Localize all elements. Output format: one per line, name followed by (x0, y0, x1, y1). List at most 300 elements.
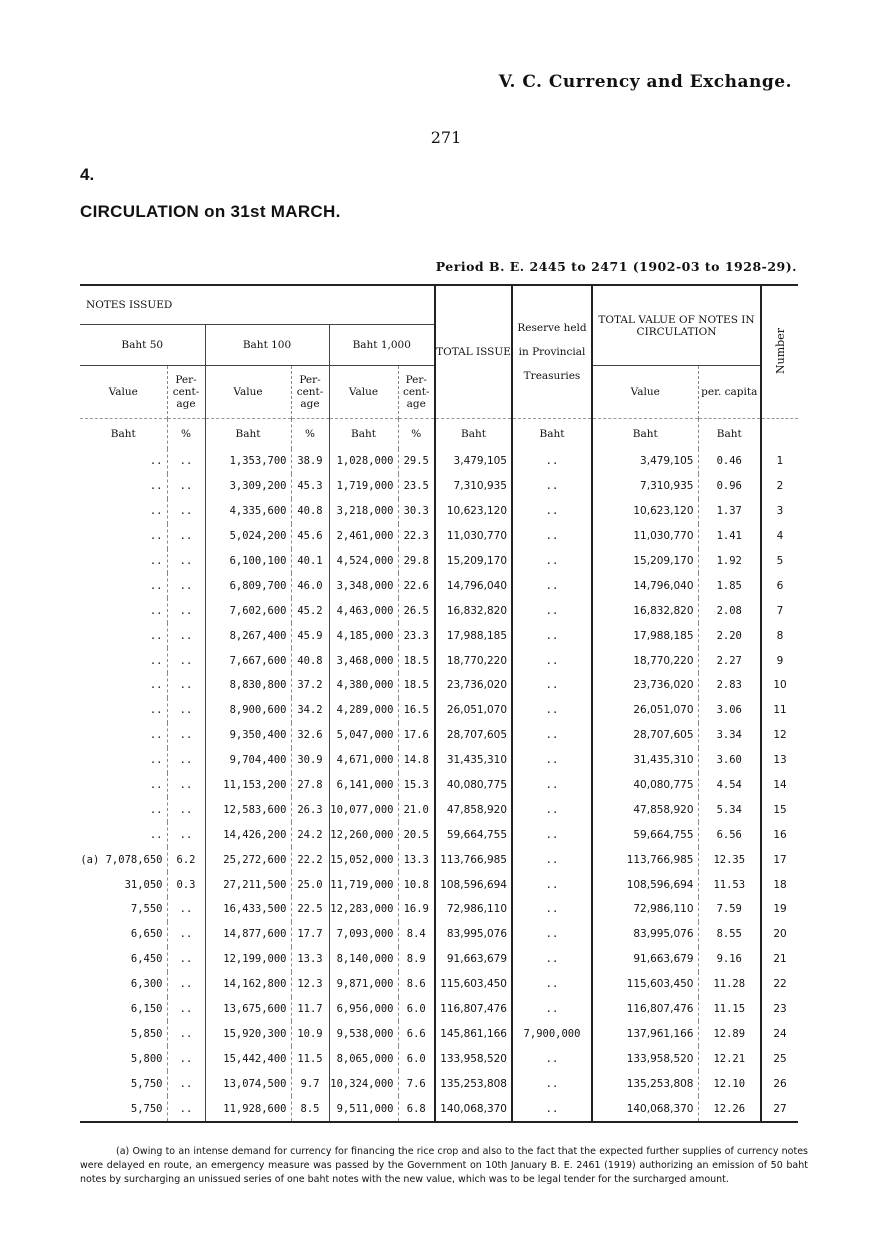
cell-b100v: 12,583,600 (205, 797, 291, 822)
per-capita-header: per. capita (698, 366, 761, 419)
cell-total: 14,796,040 (435, 573, 512, 598)
cell-total: 145,861,166 (435, 1021, 512, 1046)
cell-tvv: 23,736,020 (592, 673, 698, 698)
cell-pc: 1.37 (698, 499, 761, 524)
cell-b50p: .. (167, 673, 205, 698)
cell-total: 59,664,755 (435, 822, 512, 847)
table-row (80, 922, 798, 947)
number-header (761, 285, 798, 419)
cell-pc: 8.55 (698, 922, 761, 947)
cell-n: 13 (773, 754, 787, 767)
cell-total: 83,995,076 (435, 922, 512, 947)
cell-pc: 0.46 (698, 449, 761, 474)
cell-b100v: 13,675,600 (205, 997, 291, 1022)
cell-n: 12 (773, 729, 787, 742)
cell-b50v: 31,050 (80, 872, 167, 897)
cell-pc: 3.60 (698, 748, 761, 773)
cell-reserve: .. (512, 748, 592, 773)
cell-b1000v: 15,052,000 (329, 847, 398, 872)
cell-b1000v: 8,140,000 (329, 947, 398, 972)
unit-baht: Baht (329, 419, 398, 450)
cell-b100p: 40.8 (291, 499, 329, 524)
cell-b50p: .. (167, 598, 205, 623)
table-row (80, 897, 798, 922)
cell-b100p: 27.8 (291, 773, 329, 798)
cell-b100v: 4,335,600 (205, 499, 291, 524)
cell-total: 18,770,220 (435, 648, 512, 673)
cell-b100p: 24.2 (291, 822, 329, 847)
cell-b1000p: 17.6 (398, 723, 435, 748)
table-title: CIRCULATION on 31st MARCH. (80, 202, 341, 221)
cell-reserve: .. (512, 997, 592, 1022)
cell-pc: 2.08 (698, 598, 761, 623)
cell-n: 18 (773, 878, 787, 891)
table-row (80, 573, 798, 598)
cell-n: 14 (773, 779, 787, 792)
cell-reserve: .. (512, 573, 592, 598)
cell-n: 23 (773, 1003, 787, 1016)
cell-b50v: .. (80, 499, 167, 524)
cell-b50v: (a) 7,078,650 (80, 847, 167, 872)
cell-b50p: .. (167, 524, 205, 549)
b100-value-header: Value (205, 366, 291, 419)
cell-reserve: .. (512, 598, 592, 623)
footnote-text: (a) Owing to an intense demand for currency for financing the rice crop and also to the fact that the expected further supplies of currency notes were delayed en route, an emergency measure was passed by the Government on 10th January B. E. 2461 (1919) authorizing an emission of 50 baht notes by surcharging an unissued series of one baht notes with the new value, which was to be legal tender for the surcharged amount. (80, 1146, 808, 1185)
table-row (80, 474, 798, 499)
cell-reserve: .. (512, 797, 592, 822)
cell-b100v: 14,162,800 (205, 972, 291, 997)
cell-b100p: 13.3 (291, 947, 329, 972)
cell-b1000p: 6.0 (398, 997, 435, 1022)
cell-b50v: 5,750 (80, 1071, 167, 1096)
total-value-header: TOTAL VALUE OF NOTES IN CIRCULATION (592, 285, 761, 366)
cell-b1000v: 10,077,000 (329, 797, 398, 822)
cell-b100v: 13,074,500 (205, 1071, 291, 1096)
cell-b50v: .. (80, 573, 167, 598)
cell-b50v: .. (80, 449, 167, 474)
cell-n: 9 (776, 654, 784, 667)
cell-b100v: 15,442,400 (205, 1046, 291, 1071)
cell-reserve: .. (512, 723, 592, 748)
unit-pct: % (167, 419, 205, 450)
cell-b50v: 6,450 (80, 947, 167, 972)
cell-b1000p: 15.3 (398, 773, 435, 798)
cell-b50v: 5,850 (80, 1021, 167, 1046)
cell-total: 47,858,920 (435, 797, 512, 822)
table-row (80, 773, 798, 798)
cell-pc: 3.34 (698, 723, 761, 748)
b50-pct-header: Per-cent-age (167, 366, 205, 419)
cell-tvv: 47,858,920 (592, 797, 698, 822)
cell-n: 20 (773, 928, 787, 941)
cell-b50p: .. (167, 1046, 205, 1071)
cell-pc: 12.89 (698, 1021, 761, 1046)
cell-b100v: 3,309,200 (205, 474, 291, 499)
table-row (80, 972, 798, 997)
b1000-value-header: Value (329, 366, 398, 419)
cell-total: 28,707,605 (435, 723, 512, 748)
cell-tvv: 28,707,605 (592, 723, 698, 748)
cell-b100v: 5,024,200 (205, 524, 291, 549)
cell-total: 23,736,020 (435, 673, 512, 698)
cell-tvv: 140,068,370 (592, 1096, 698, 1122)
cell-pc: 12.21 (698, 1046, 761, 1071)
cell-n: 3 (776, 505, 784, 518)
cell-b50p: .. (167, 947, 205, 972)
cell-pc: 2.83 (698, 673, 761, 698)
cell-b1000v: 4,380,000 (329, 673, 398, 698)
cell-pc: 7.59 (698, 897, 761, 922)
cell-b1000v: 12,260,000 (329, 822, 398, 847)
cell-pc: 12.10 (698, 1071, 761, 1096)
cell-b50p: .. (167, 474, 205, 499)
cell-b1000v: 6,141,000 (329, 773, 398, 798)
cell-n: 6 (776, 579, 784, 592)
cell-b1000v: 1,719,000 (329, 474, 398, 499)
table-row (80, 997, 798, 1022)
table-row (80, 797, 798, 822)
cell-n: 10 (773, 679, 787, 692)
unit-baht: Baht (698, 419, 761, 450)
cell-n: 26 (773, 1077, 787, 1090)
cell-b1000v: 4,289,000 (329, 698, 398, 723)
cell-b50p: 0.3 (167, 872, 205, 897)
cell-total: 135,253,808 (435, 1071, 512, 1096)
cell-b100p: 45.9 (291, 623, 329, 648)
period-caption: Period B. E. 2445 to 2471 (1902-03 to 1928-29). (435, 259, 797, 274)
cell-reserve: .. (512, 1046, 592, 1071)
cell-b100v: 9,704,400 (205, 748, 291, 773)
b100-pct-header: Per-cent-age (291, 366, 329, 419)
cell-b1000v: 3,348,000 (329, 573, 398, 598)
cell-tvv: 11,030,770 (592, 524, 698, 549)
cell-b100p: 45.6 (291, 524, 329, 549)
cell-b1000p: 14.8 (398, 748, 435, 773)
cell-n: 16 (773, 828, 787, 841)
baht1000-header: Baht 1,000 (329, 325, 435, 366)
cell-n: 19 (773, 903, 787, 916)
cell-reserve: .. (512, 872, 592, 897)
table-row (80, 748, 798, 773)
cell-b1000v: 4,185,000 (329, 623, 398, 648)
cell-b1000p: 18.5 (398, 673, 435, 698)
cell-b100p: 45.3 (291, 474, 329, 499)
cell-n: 2 (776, 480, 784, 493)
cell-b1000v: 12,283,000 (329, 897, 398, 922)
cell-b1000p: 29.8 (398, 549, 435, 574)
cell-b1000p: 23.5 (398, 474, 435, 499)
cell-tvv: 83,995,076 (592, 922, 698, 947)
cell-b100p: 17.7 (291, 922, 329, 947)
table-row (80, 847, 798, 872)
cell-b1000v: 3,468,000 (329, 648, 398, 673)
table-row (80, 648, 798, 673)
cell-n: 17 (773, 853, 787, 866)
cell-reserve: .. (512, 648, 592, 673)
cell-total: 31,435,310 (435, 748, 512, 773)
cell-b1000p: 20.5 (398, 822, 435, 847)
cell-b1000p: 8.6 (398, 972, 435, 997)
table-row (80, 872, 798, 897)
cell-tvv: 7,310,935 (592, 474, 698, 499)
cell-b100p: 45.2 (291, 598, 329, 623)
cell-n: 25 (773, 1052, 787, 1065)
cell-b1000p: 29.5 (398, 449, 435, 474)
baht50-header: Baht 50 (80, 325, 205, 366)
cell-pc: 1.85 (698, 573, 761, 598)
cell-tvv: 137,961,166 (592, 1021, 698, 1046)
cell-reserve: .. (512, 947, 592, 972)
cell-b1000v: 8,065,000 (329, 1046, 398, 1071)
cell-b50v: 6,300 (80, 972, 167, 997)
cell-total: 17,988,185 (435, 623, 512, 648)
footnote (80, 1145, 808, 1187)
cell-b100p: 46.0 (291, 573, 329, 598)
cell-b1000v: 2,461,000 (329, 524, 398, 549)
cell-total: 108,596,694 (435, 872, 512, 897)
cell-pc: 0.96 (698, 474, 761, 499)
cell-b50p: .. (167, 773, 205, 798)
cell-reserve: .. (512, 847, 592, 872)
cell-n: 5 (776, 555, 784, 567)
cell-b50v: .. (80, 797, 167, 822)
tv-value-header: Value (592, 366, 698, 419)
cell-b1000p: 23.3 (398, 623, 435, 648)
cell-b1000v: 9,511,000 (329, 1096, 398, 1122)
cell-b1000p: 6.8 (398, 1096, 435, 1122)
cell-b50p: .. (167, 922, 205, 947)
cell-b1000v: 11,719,000 (329, 872, 398, 897)
cell-total: 11,030,770 (435, 524, 512, 549)
cell-b100v: 8,830,800 (205, 673, 291, 698)
cell-reserve: .. (512, 623, 592, 648)
cell-b1000p: 21.0 (398, 797, 435, 822)
cell-tvv: 59,664,755 (592, 822, 698, 847)
page-number: 271 (430, 128, 462, 147)
cell-pc: 12.35 (698, 847, 761, 872)
cell-tvv: 17,988,185 (592, 623, 698, 648)
cell-reserve: .. (512, 897, 592, 922)
cell-b1000p: 7.6 (398, 1071, 435, 1096)
cell-b1000v: 7,093,000 (329, 922, 398, 947)
cell-b100p: 25.0 (291, 872, 329, 897)
table-row (80, 1096, 798, 1122)
cell-n: 15 (773, 803, 787, 816)
cell-b1000v: 3,218,000 (329, 499, 398, 524)
cell-b50p: .. (167, 499, 205, 524)
cell-b100p: 40.8 (291, 648, 329, 673)
cell-b100p: 30.9 (291, 748, 329, 773)
cell-b50p: .. (167, 997, 205, 1022)
total-issue-header: TOTAL ISSUE (435, 285, 512, 419)
cell-b50v: .. (80, 748, 167, 773)
cell-b50v: .. (80, 698, 167, 723)
cell-total: 16,832,820 (435, 598, 512, 623)
cell-reserve: .. (512, 773, 592, 798)
cell-reserve: .. (512, 922, 592, 947)
table-row (80, 499, 798, 524)
cell-b50v: 7,550 (80, 897, 167, 922)
table-row (80, 449, 798, 474)
cell-b50v: .. (80, 822, 167, 847)
cell-pc: 1.41 (698, 524, 761, 549)
cell-b50p: .. (167, 549, 205, 574)
cell-pc: 4.54 (698, 773, 761, 798)
cell-b50v: .. (80, 723, 167, 748)
cell-total: 133,958,520 (435, 1046, 512, 1071)
cell-b100p: 11.5 (291, 1046, 329, 1071)
cell-b100p: 37.2 (291, 673, 329, 698)
unit-baht: Baht (512, 419, 592, 450)
cell-b1000p: 18.5 (398, 648, 435, 673)
cell-reserve: .. (512, 499, 592, 524)
table-row (80, 698, 798, 723)
cell-reserve: .. (512, 549, 592, 574)
cell-b1000v: 1,028,000 (329, 449, 398, 474)
cell-reserve: .. (512, 1096, 592, 1122)
cell-tvv: 108,596,694 (592, 872, 698, 897)
cell-b50p: .. (167, 1021, 205, 1046)
cell-b1000v: 4,463,000 (329, 598, 398, 623)
cell-b50p: 6.2 (167, 847, 205, 872)
table-row (80, 549, 798, 574)
cell-b50v: .. (80, 524, 167, 549)
cell-pc: 11.15 (698, 997, 761, 1022)
unit-baht: Baht (592, 419, 698, 450)
baht100-header: Baht 100 (205, 325, 329, 366)
cell-b100v: 25,272,600 (205, 847, 291, 872)
cell-b1000v: 6,956,000 (329, 997, 398, 1022)
cell-b1000p: 8.4 (398, 922, 435, 947)
cell-b50v: 5,800 (80, 1046, 167, 1071)
cell-b100v: 14,877,600 (205, 922, 291, 947)
cell-b1000p: 30.3 (398, 499, 435, 524)
cell-b1000p: 8.9 (398, 947, 435, 972)
cell-b50p: .. (167, 972, 205, 997)
table-row (80, 673, 798, 698)
unit-baht: Baht (435, 419, 512, 450)
cell-n: 22 (773, 978, 787, 991)
unit-baht: Baht (80, 419, 167, 450)
cell-b100v: 11,153,200 (205, 773, 291, 798)
cell-total: 91,663,679 (435, 947, 512, 972)
cell-b1000p: 22.6 (398, 573, 435, 598)
cell-reserve: .. (512, 524, 592, 549)
cell-total: 116,807,476 (435, 997, 512, 1022)
cell-b100v: 7,602,600 (205, 598, 291, 623)
cell-b50p: .. (167, 748, 205, 773)
cell-total: 26,051,070 (435, 698, 512, 723)
cell-total: 72,986,110 (435, 897, 512, 922)
cell-pc: 6.56 (698, 822, 761, 847)
table-body (80, 449, 798, 1122)
cell-b100v: 8,267,400 (205, 623, 291, 648)
cell-n: 4 (776, 530, 784, 543)
cell-reserve: .. (512, 822, 592, 847)
b50-value-header: Value (80, 366, 167, 419)
cell-b50v: 6,150 (80, 997, 167, 1022)
cell-b100p: 22.5 (291, 897, 329, 922)
cell-total: 15,209,170 (435, 549, 512, 574)
cell-pc: 11.53 (698, 872, 761, 897)
cell-b50p: .. (167, 822, 205, 847)
cell-reserve: .. (512, 673, 592, 698)
cell-total: 140,068,370 (435, 1096, 512, 1122)
cell-tvv: 14,796,040 (592, 573, 698, 598)
cell-b1000p: 6.6 (398, 1021, 435, 1046)
cell-pc: 1.92 (698, 549, 761, 574)
cell-reserve: .. (512, 449, 592, 474)
cell-b100v: 6,809,700 (205, 573, 291, 598)
cell-tvv: 40,080,775 (592, 773, 698, 798)
cell-b50v: .. (80, 549, 167, 574)
cell-n: 1 (776, 455, 784, 468)
cell-tvv: 10,623,120 (592, 499, 698, 524)
cell-b1000v: 10,324,000 (329, 1071, 398, 1096)
b1000-pct-header: Per-cent-age (398, 366, 435, 419)
cell-b100v: 27,211,500 (205, 872, 291, 897)
cell-b100v: 7,667,600 (205, 648, 291, 673)
cell-b1000p: 26.5 (398, 598, 435, 623)
cell-b50p: .. (167, 723, 205, 748)
number-header-label: Number (773, 327, 787, 374)
cell-total: 40,080,775 (435, 773, 512, 798)
section-heading: V. C. Currency and Exchange. (498, 72, 792, 92)
cell-tvv: 3,479,105 (592, 449, 698, 474)
cell-b1000p: 16.5 (398, 698, 435, 723)
cell-pc: 5.34 (698, 797, 761, 822)
cell-n: 7 (776, 604, 784, 617)
cell-tvv: 16,832,820 (592, 598, 698, 623)
cell-n: 21 (773, 953, 787, 966)
cell-total: 113,766,985 (435, 847, 512, 872)
unit-blank (761, 419, 798, 450)
cell-tvv: 31,435,310 (592, 748, 698, 773)
cell-b100p: 34.2 (291, 698, 329, 723)
reserve-header: Reserve held in Provincial Treasuries (512, 285, 592, 419)
cell-total: 10,623,120 (435, 499, 512, 524)
cell-b100v: 9,350,400 (205, 723, 291, 748)
cell-b50p: .. (167, 648, 205, 673)
cell-b1000v: 4,524,000 (329, 549, 398, 574)
cell-tvv: 135,253,808 (592, 1071, 698, 1096)
cell-reserve: 7,900,000 (512, 1021, 592, 1046)
cell-n: 8 (776, 629, 784, 642)
cell-n: 27 (761, 1096, 798, 1122)
table-row (80, 623, 798, 648)
cell-b50v: .. (80, 623, 167, 648)
table-row (80, 1046, 798, 1071)
cell-b100p: 22.2 (291, 847, 329, 872)
cell-b100p: 11.7 (291, 997, 329, 1022)
cell-b100p: 10.9 (291, 1021, 329, 1046)
cell-pc: 3.06 (698, 698, 761, 723)
cell-b100p: 12.3 (291, 972, 329, 997)
cell-b1000v: 4,671,000 (329, 748, 398, 773)
circulation-table (80, 284, 798, 1123)
cell-b1000v: 9,871,000 (329, 972, 398, 997)
cell-tvv: 113,766,985 (592, 847, 698, 872)
unit-pct: % (291, 419, 329, 450)
cell-b50p: .. (167, 797, 205, 822)
cell-b1000p: 6.0 (398, 1046, 435, 1071)
cell-pc: 9.16 (698, 947, 761, 972)
table-row (80, 1021, 798, 1046)
cell-reserve: .. (512, 972, 592, 997)
cell-b1000p: 16.9 (398, 897, 435, 922)
table-row (80, 598, 798, 623)
cell-tvv: 133,958,520 (592, 1046, 698, 1071)
